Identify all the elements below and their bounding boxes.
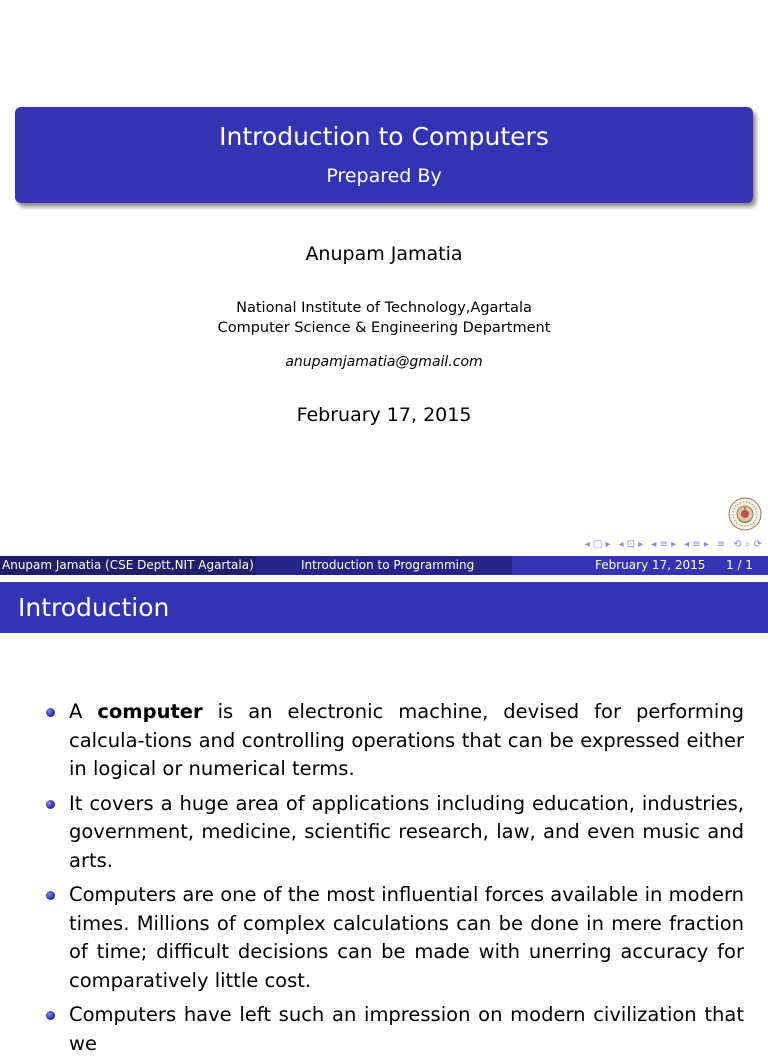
presentation-title: Introduction to Computers (219, 122, 549, 151)
presentation-date: February 17, 2015 (296, 404, 472, 426)
nav-frame-icon[interactable]: ◂ □ ▸ (584, 539, 611, 550)
list-item (46, 790, 744, 876)
footer-right (512, 556, 768, 575)
institute-line-2: Computer Science & Engineering Department (217, 320, 551, 336)
institute-logo-icon (728, 497, 762, 531)
footer-title: Introduction to Programming (256, 556, 512, 575)
bullet-text: Computers are one of the most influential forces available in modern times. Millions of complex calculations can be done in mere fraction of time; difficult decisions can be made with unerring accuracy for comparatively little cost. (69, 883, 744, 992)
title-box (15, 107, 753, 203)
bullet-list (46, 698, 744, 1064)
frame-title: Introduction (0, 582, 768, 633)
nav-search-icon[interactable]: ⟲ ⌕ ⟳ (733, 539, 762, 550)
author-name: Anupam Jamatia (305, 243, 463, 265)
nav-document-icon[interactable]: ◂ ≡ ▸ (684, 539, 709, 550)
nav-section-icon[interactable]: ◂ ≡ ▸ (651, 539, 677, 550)
author-email: anupamjamatia@gmail.com (285, 354, 483, 370)
bullet-text-bold: computer (97, 700, 203, 723)
bullet-text: It covers a huge area of applications including education, industries, government, medicine, scientific research, law, and even music and arts. (69, 791, 744, 872)
bullet-icon (46, 1011, 55, 1020)
bullet-icon (46, 891, 55, 900)
list-item (46, 1001, 744, 1058)
bullet-text: Computers have left such an impression on modern civilization that we (69, 1003, 744, 1055)
beamer-navigation-symbols[interactable] (492, 538, 762, 552)
list-item (46, 881, 744, 995)
bullet-text-pre: A (69, 700, 98, 723)
bullet-text-post: is an electronic machine, devised for performing calcula-tions and controlling operations that can be expressed either in logical or numerical terms. (69, 700, 744, 780)
institute-line-1: National Institute of Technology,Agartala (236, 300, 532, 316)
nav-subsection-icon[interactable]: ◂ ⊡ ▸ (618, 539, 644, 550)
footer-date: February 17, 2015 (595, 558, 706, 572)
footer-page-number: 1 / 1 (726, 558, 753, 572)
footer-author: Anupam Jamatia (CSE Deptt,NIT Agartala) (0, 556, 256, 575)
slide-footer (0, 556, 768, 575)
list-item (46, 698, 744, 784)
bullet-icon (46, 708, 55, 717)
presentation-subtitle: Prepared By (326, 165, 442, 187)
bullet-icon (46, 800, 55, 809)
nav-appendix-icon[interactable]: ≡ (716, 539, 726, 550)
